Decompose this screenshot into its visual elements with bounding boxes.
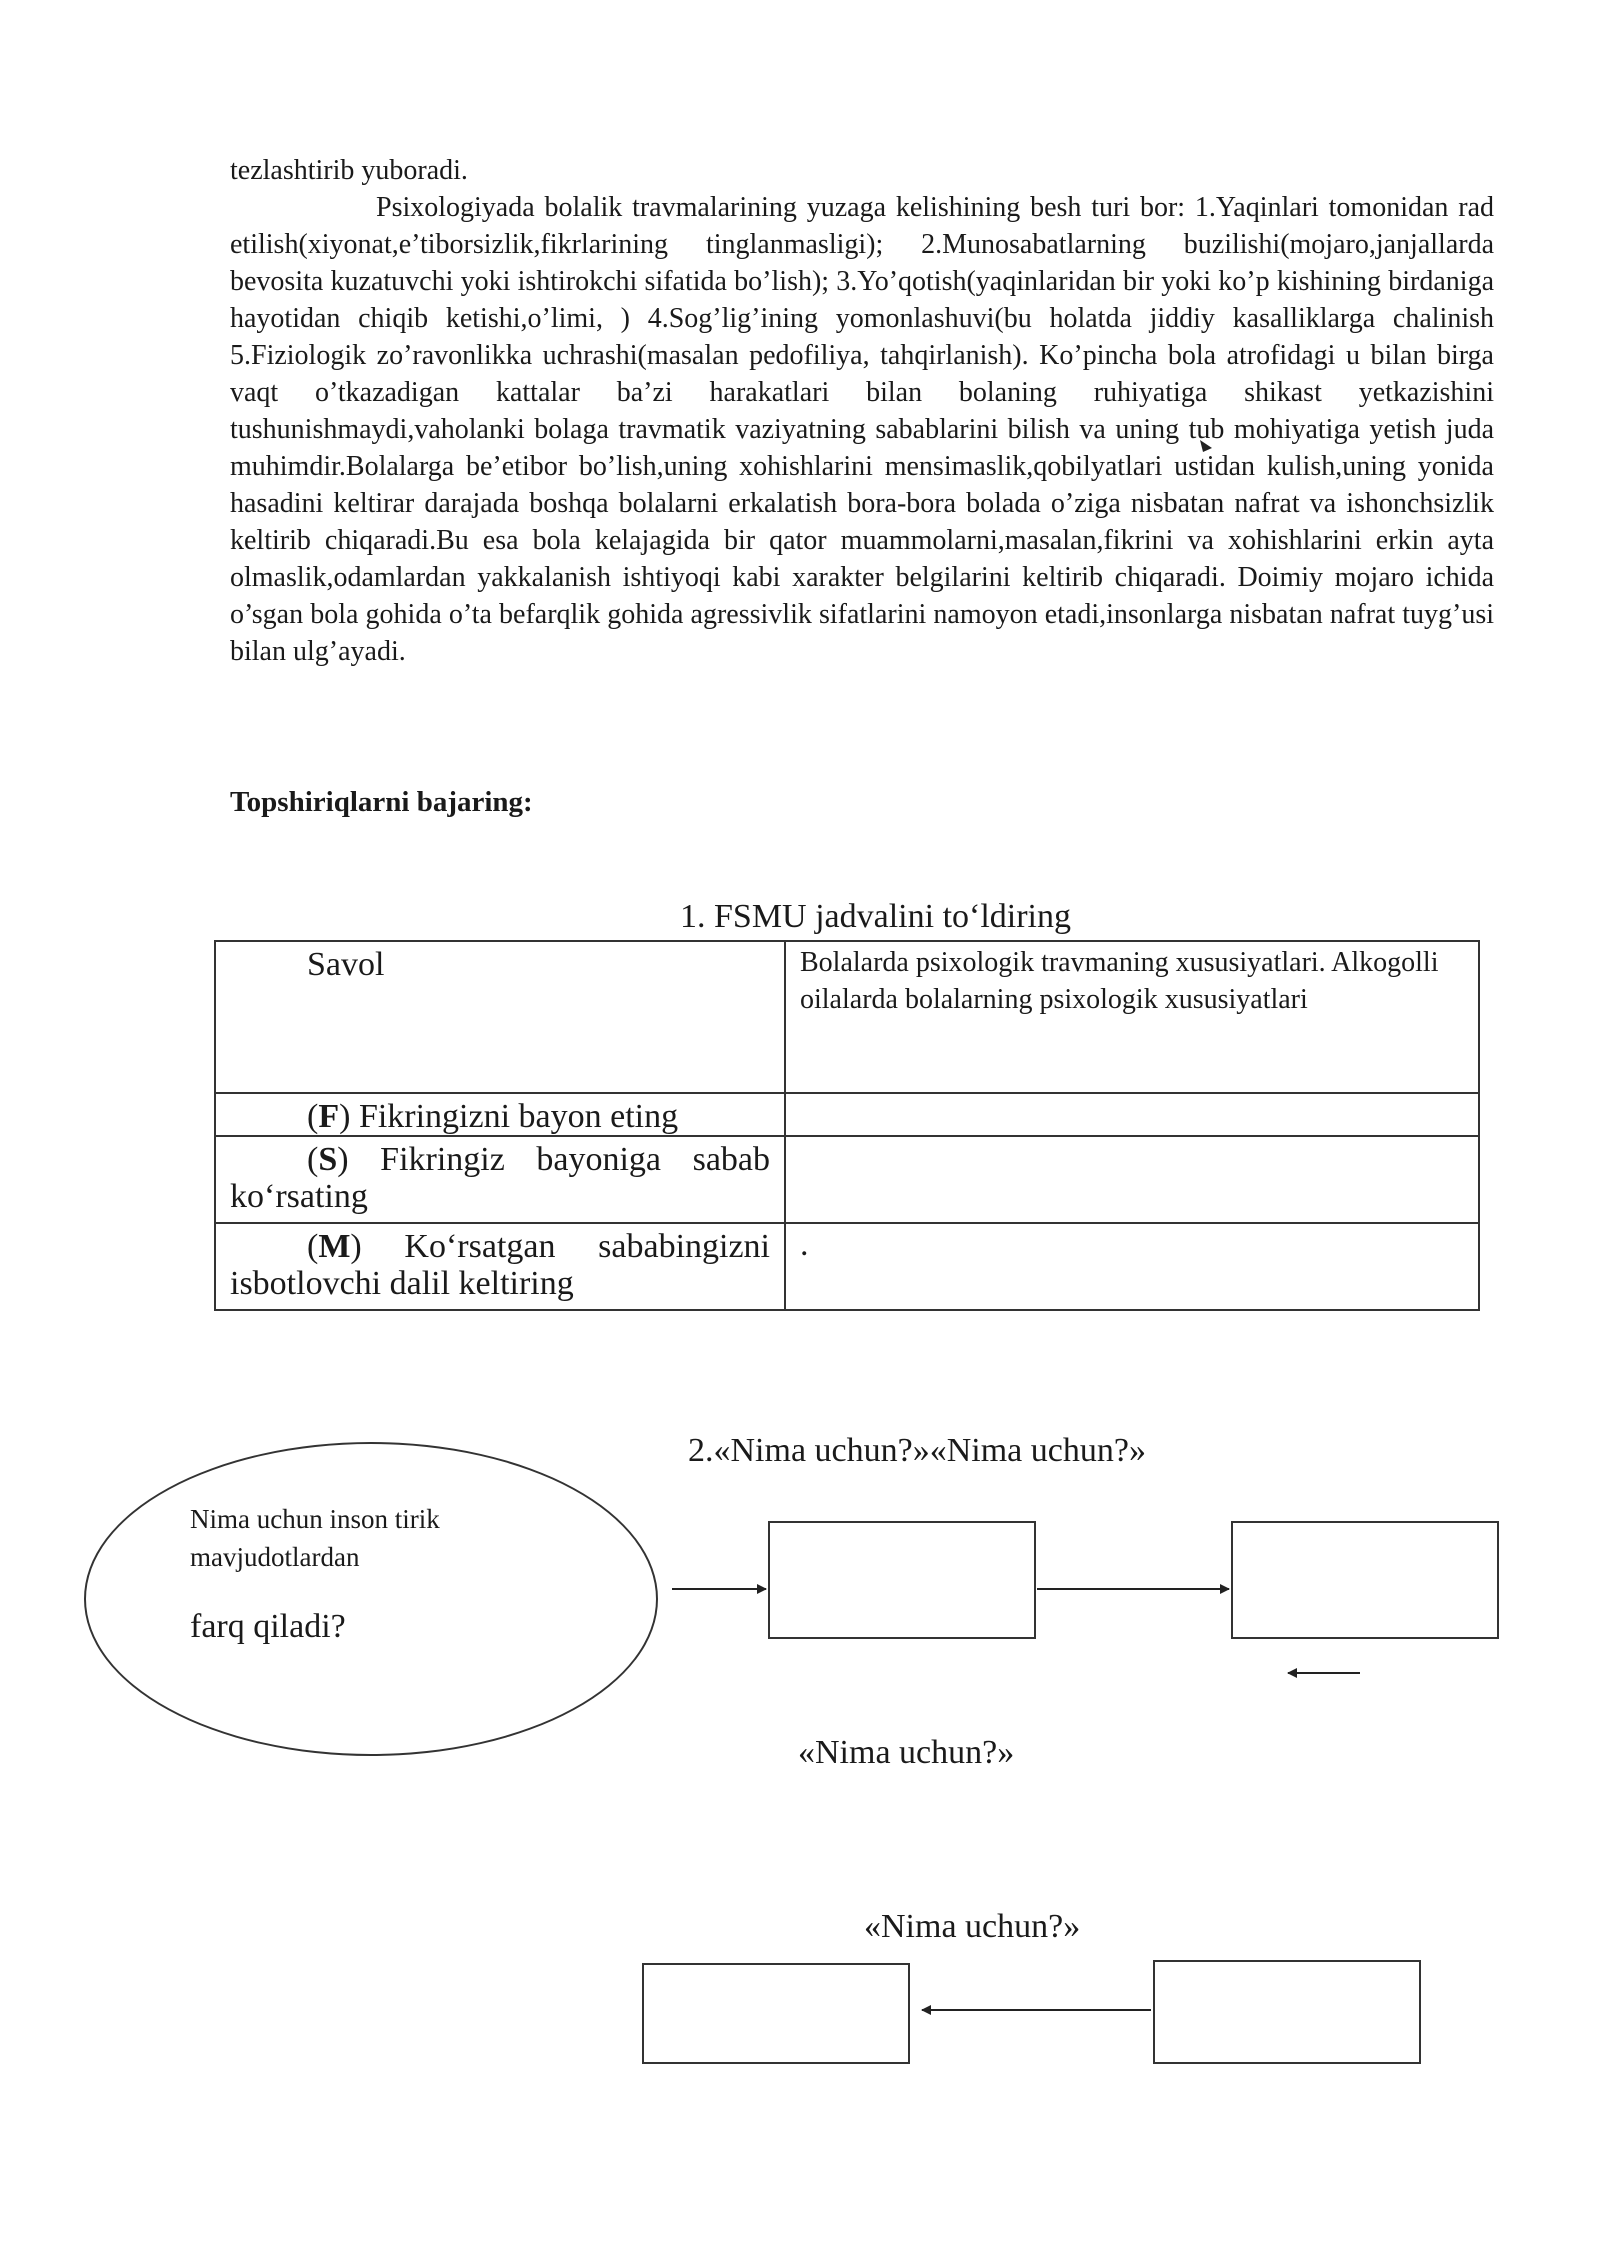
row-m-text: Ko‘rsatgan sababingizni isbotlovchi dalil keltiring bbox=[230, 1228, 770, 1302]
row-f-question: (F) Fikringizni bayon eting bbox=[215, 1093, 785, 1136]
row-f-text: Fikringizni bayon eting bbox=[358, 1098, 679, 1135]
text-line-intro: tezlashtirib yuboradi. bbox=[230, 155, 468, 186]
tasks-heading: Topshiriqlarni bajaring: bbox=[230, 786, 533, 818]
task2-title: 2.«Nima uchun?»«Nima uchun?» bbox=[688, 1432, 1146, 1469]
row-m-letter: M bbox=[318, 1228, 351, 1265]
row-s-question: (S) Fikringiz bayoniga sabab ko‘rsating bbox=[215, 1136, 785, 1223]
row-m-answer: . bbox=[800, 1226, 809, 1263]
row-s-text: Fikringiz bayoniga sabab ko‘rsating bbox=[230, 1141, 771, 1215]
why-label-middle: «Nima uchun?» bbox=[798, 1734, 1015, 1771]
question-text-end: farq qiladi? bbox=[190, 1608, 346, 1645]
row-s-letter: S bbox=[318, 1141, 338, 1178]
task1-title: 1. FSMU jadvalini to‘ldiring bbox=[680, 898, 1071, 935]
text-paragraph: Psixologiyada bolalik travmalarining yuzaga kelishining besh turi bor: 1.Yaqinlari tomonidan rad etilish(xiyonat,e’tiborsizlik,fikrlarining tinglanmasligi); 2.Munosabatlarning buzilishi(mojaro,janjallarda bevosita kuzatuvchi yoki ishtirokchi sifatida bo’lish); 3.Yo’qotish(yaqinlaridan bir yoki ko’p kishining birdaniga hayotidan chiqib ketishi,o’limi, ) 4.Sog’lig’ining yomonlashuvi(bu holatda jiddiy kasalliklarga chalinish 5.Fiziologik zo’ravonlikka uchrashi(masalan pedofiliya, tahqirlanish). Ko’pincha bola atrofidagi u bilan birga vaqt o’tkazadigan kattalar ba’zi harakatlari bilan bolaning ruhiyatiga shikast yetkazishini tushunishmaydi,vaholanki bolaga travmatik vaziyatning sabablarini bilish va uning tub mohiyatiga yetish juda muhimdir.Bolalarga be’etibor bo’lish,uning xohishlarini mensimaslik,qobilyatlari ustidan kulish,uning yonida hasadini keltirar darajada boshqa bolalarni erkalatish bora-bora bolada o’ziga nisbatan nafrat va ishonchsizlik keltirib chiqaradi.Bu esa bola kelajagida bir qator muammolarni,masalan,fikrini va xohishlarini erkin ayta olmaslik,odamlardan yakkalanish ishtiyoqi kabi xarakter belgilarini keltirib chiqaradi. Doimiy mojaro ichida o’sgan bola gohida o’ta befarqlik gohida agressivlik sifatlarini namoyon etadi,insonlarga nisbatan nafrat tuyg’usi bilan ulg’ayadi. bbox=[230, 192, 1494, 667]
header-savol: Savol bbox=[307, 946, 385, 983]
header-topic: Bolalarda psixologik travmaning xususiyatlari. Alkogolli oilalarda bolalarning psixologik xususiyatlari bbox=[800, 947, 1439, 1015]
why-label-lower: «Nima uchun?» bbox=[864, 1908, 1081, 1945]
question-text: Nima uchun inson tirik mavjudotlardan bbox=[190, 1504, 440, 1572]
row-m-question: (M) Ko‘rsatgan sababingizni isbotlovchi dalil keltiring bbox=[215, 1223, 785, 1310]
row-f-letter: F bbox=[318, 1098, 340, 1135]
stray-arrowhead bbox=[1200, 440, 1212, 452]
